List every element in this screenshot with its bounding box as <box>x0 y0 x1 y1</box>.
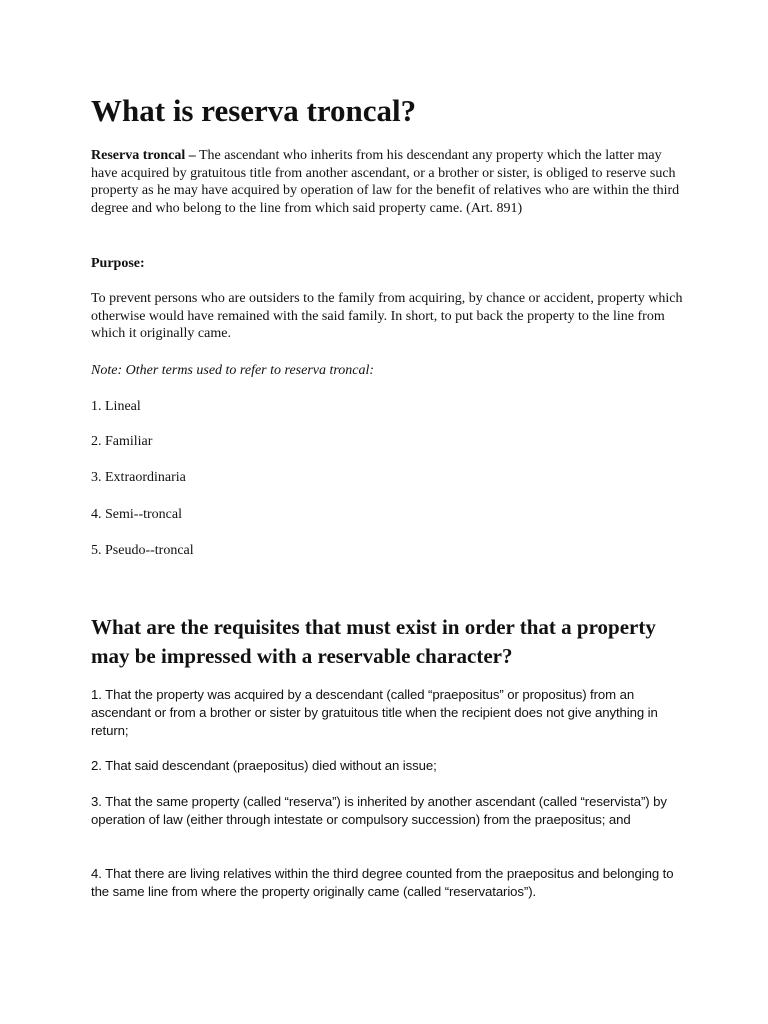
definition-paragraph <box>91 147 686 217</box>
heading-requisites: What are the requisites that must exist in order that a property may be impressed with a reservable character? <box>91 615 656 668</box>
term-item: 3. Extraordinaria <box>91 470 186 485</box>
requisite-item: 4. That there are living relatives within the third degree counted from the praepositus and belonging to the same line from where the property originally came (called “reservatarios”). <box>91 866 674 899</box>
requisite-item: 3. That the same property (called “reserva”) is inherited by another ascendant (called “reservista”) by operation of law (either through intestate or compulsory succession) from the praepositus; and <box>91 794 667 827</box>
requisite-item: 1. That the property was acquired by a descendant (called “praepositus” or propositus) from an ascendant or from a brother or sister by gratuitous title when the recipient does not give anything in return; <box>91 687 658 738</box>
purpose-label: Purpose: <box>91 256 145 271</box>
note-line: Note: Other terms used to refer to reserva troncal: <box>91 363 375 378</box>
heading-what-is-reserva-troncal: What is reserva troncal? <box>91 93 417 128</box>
term-item: 1. Lineal <box>91 399 141 414</box>
purpose-paragraph: To prevent persons who are outsiders to the family from acquiring, by chance or accident, property which otherwise would have remained with the said family. In short, to put back the property to the line from which it originally came. <box>91 291 683 342</box>
requisite-item: 2. That said descendant (praepositus) died without an issue; <box>91 758 437 773</box>
definition-text: The ascendant who inherits from his descendant any property which the latter may have acquired by gratuitous title from another ascendant, or a brother or sister, is obliged to reserve such property as he may have acquired by operation of law for the benefit of relatives who are within the third degree and who belong to the line from which said property came. (Art. 891) <box>91 148 680 216</box>
term-item: 4. Semi--troncal <box>91 507 182 522</box>
term-item: 2. Familiar <box>91 434 153 449</box>
definition-term: Reserva troncal – <box>91 148 196 163</box>
term-item: 5. Pseudo--troncal <box>91 543 194 558</box>
